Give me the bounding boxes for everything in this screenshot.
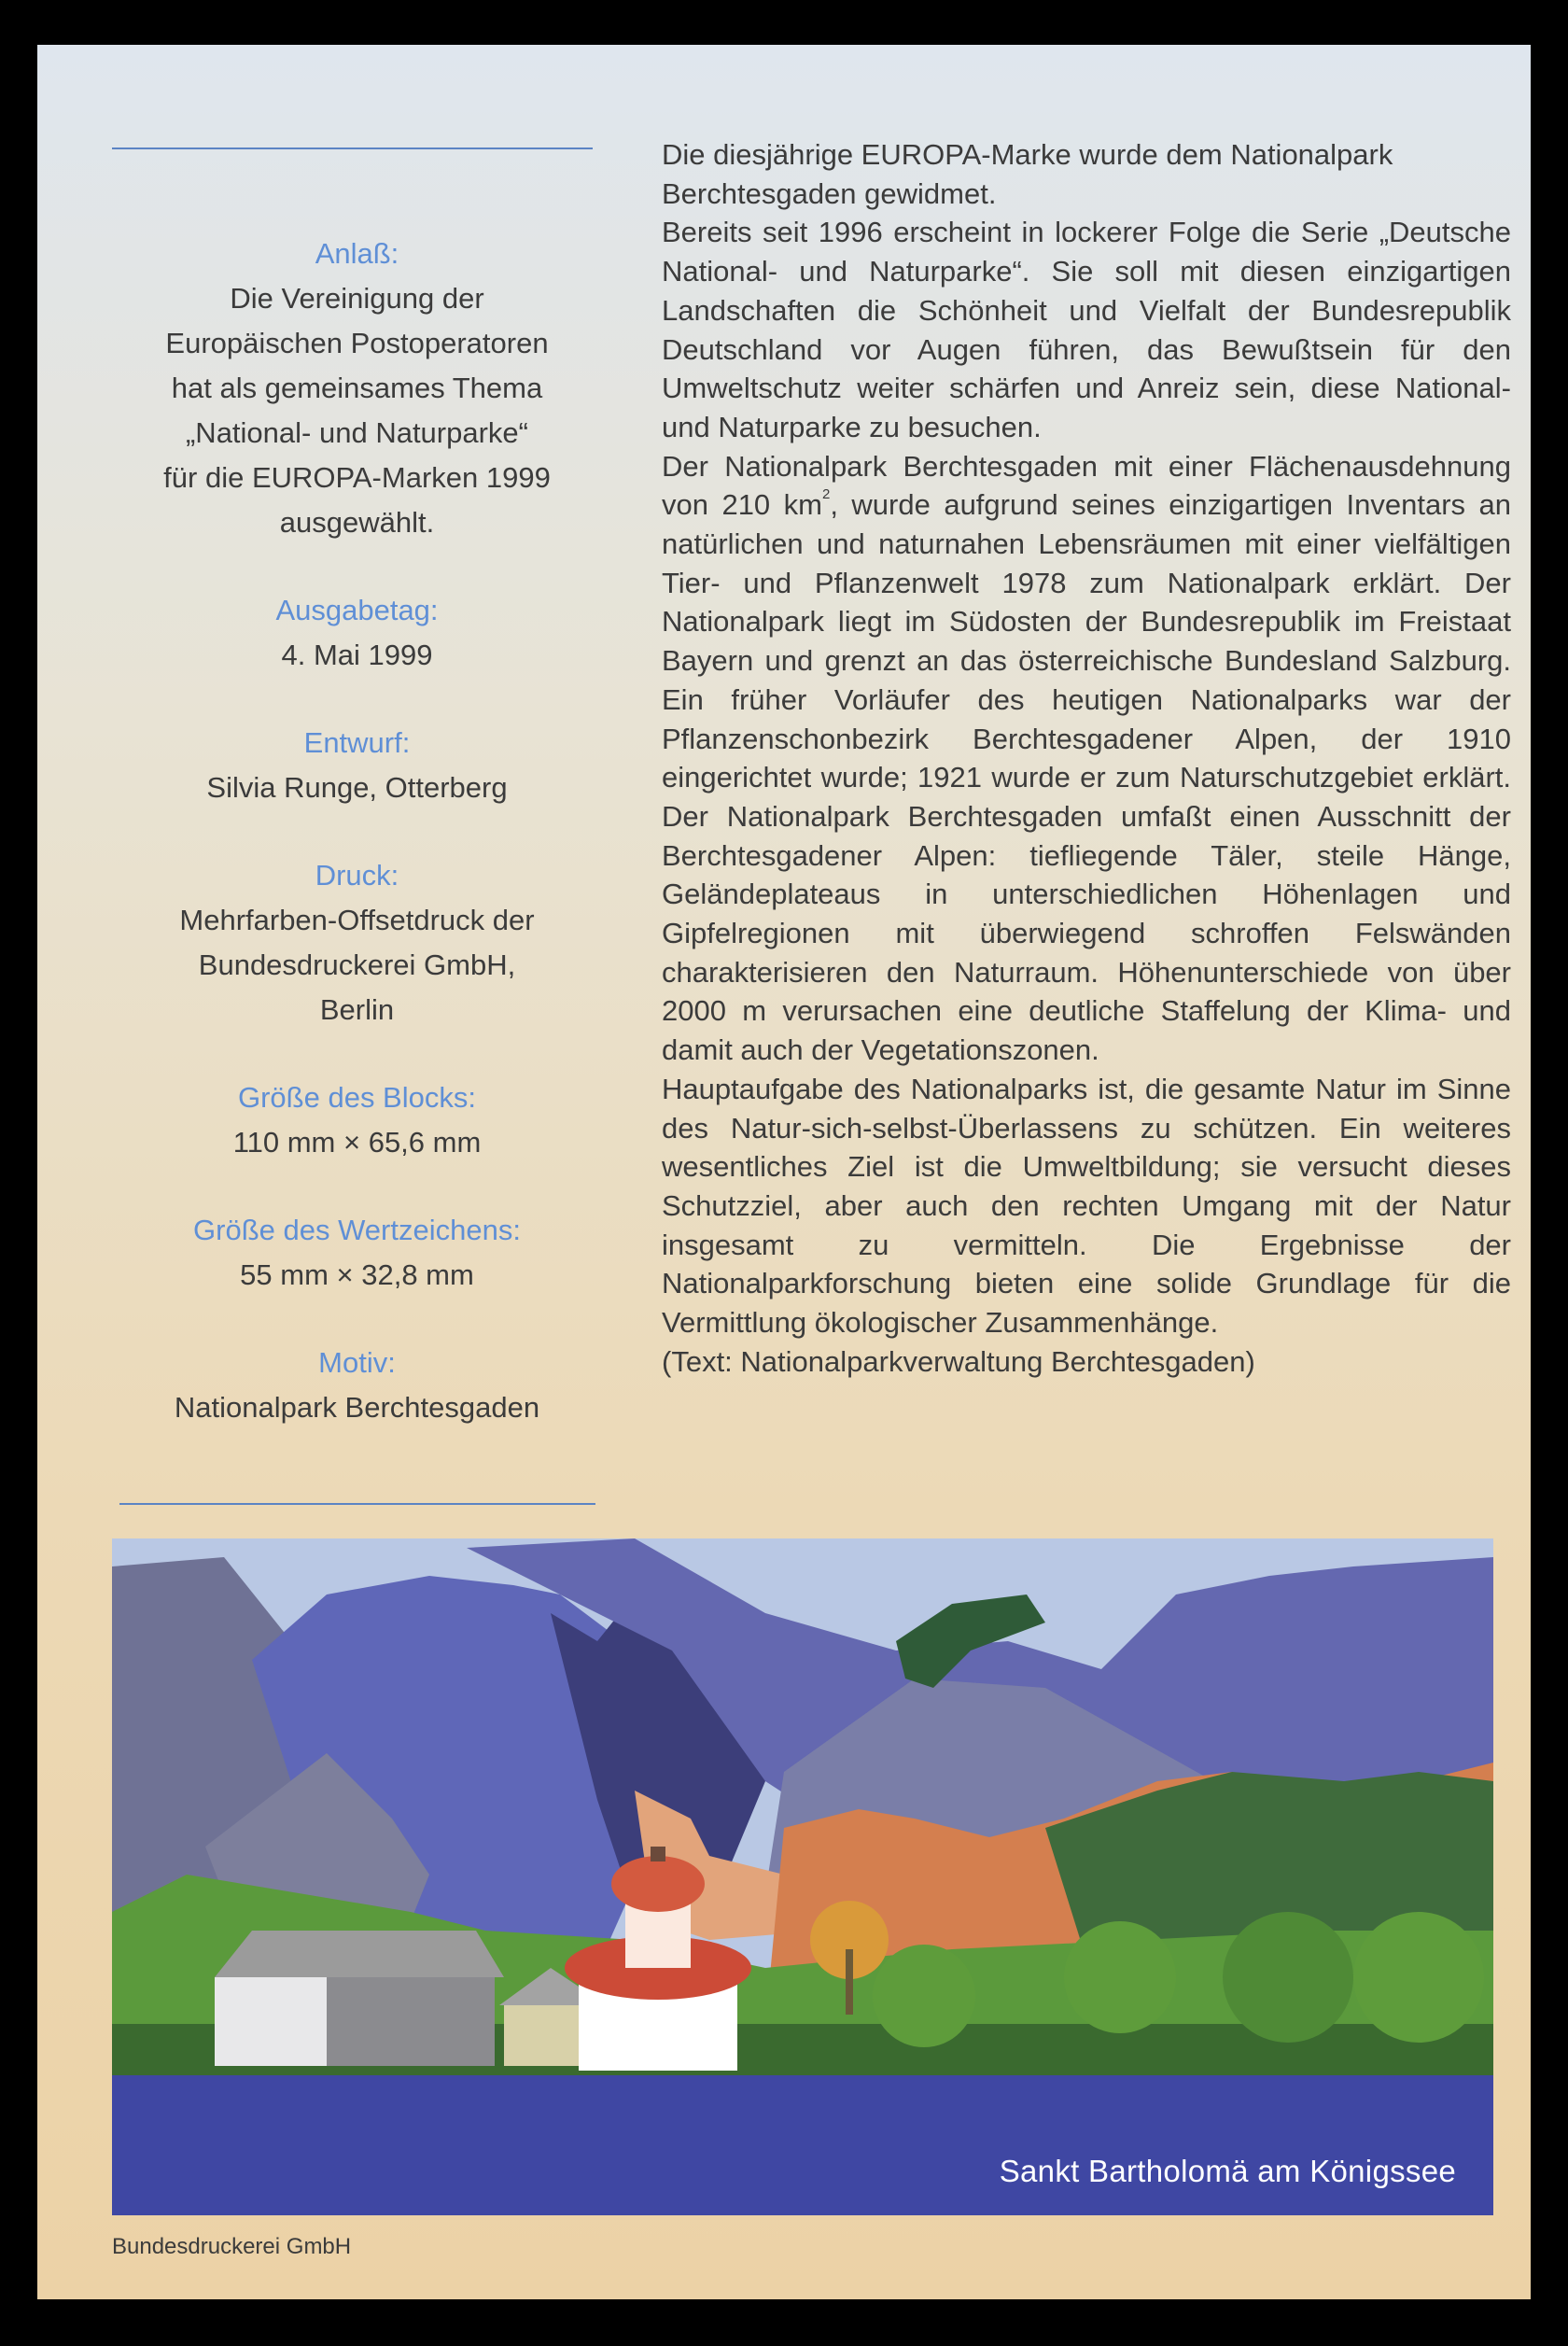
detail-value: 55 mm × 32,8 mm <box>240 1258 474 1291</box>
article-paragraph: Hauptaufgabe des Nationalparks ist, die gesamte Natur im Sinne des Natur-sich-selbst-Überlassens zu schützen. Ein weiteres wesentliches Ziel ist die Umweltbildung; sie versucht dieses Schutzziel, aber auch den rechten Umgang mit der Natur insgesamt zu vermitteln. Die Ergebnisse der Nationalparkforschung bieten eine solide Grundlage für die Vermittlung ökologischer Zusammenhänge. <box>662 1072 1511 1340</box>
detail-label: Größe des Wertzeichens: <box>193 1214 521 1246</box>
detail-design <box>131 721 583 810</box>
top-divider <box>112 148 593 149</box>
article-paragraph <box>662 447 1511 1070</box>
detail-value: Nationalpark Berchtesgaden <box>174 1391 540 1424</box>
superscript: 2 <box>821 486 831 503</box>
detail-value: Mehrfarben-Offsetdruck der Bundesdruckerei GmbH, Berlin <box>179 904 535 1026</box>
detail-stamp-size <box>131 1208 583 1298</box>
text-source: (Text: Nationalparkverwaltung Berchtesgaden) <box>662 1344 1255 1378</box>
detail-label: Motiv: <box>318 1346 396 1379</box>
detail-value: Die Vereinigung der Europäischen Postoperatoren hat als gemeinsames Thema „National- und Naturparke“ für die EUROPA-Marken 1999 ausgewählt. <box>163 282 551 539</box>
detail-value: 4. Mai 1999 <box>281 639 433 671</box>
article-paragraph: Die diesjährige EUROPA-Marke wurde dem Nationalpark Berchtesgaden gewidmet. <box>662 138 1393 210</box>
paragraph-text: , wurde aufgrund seines einzigartigen Inventars an natürlichen und naturnahen Lebensräumen mit einer vielfältigen Tier- und Pflanzenwelt 1978 zum Nationalpark erklärt. Der Nationalpark liegt im Südosten der Bundesrepublik im Freistaat Bayern und grenzt an das österreichische Bundesland Salzburg. Ein früher Vorläufer des heutigen Nationalparks war der Pflanzenschonbezirk Berchtesgadener Alpen, der 1910 eingerichtet wurde; 1921 wurde er zum Naturschutzgebiet erklärt. Der Nationalpark Berchtesgaden umfaßt einen Ausschnitt der Berchtesgadener Alpen: tiefliegende Täler, steile Hänge, Geländeplateaus in unterschiedlichen Höhenlagen und Gipfelregionen mit überwiegend schroffen Felswänden charakterisieren den Naturraum. Höhenunterschiede von über 2000 m verursachen eine deutliche Staffelung der Klima- und damit auch der Vegetationszonen. <box>662 488 1511 1067</box>
detail-label: Anlaß: <box>315 237 399 270</box>
article-paragraph: Bereits seit 1996 erscheint in lockerer Folge die Serie „Deutsche National- und Naturparke“. Sie soll mit diesen einzigartigen Landschaften die Schönheit und Vielfalt der Bundesrepublik Deutschland vor Augen führen, das Bewußtsein für den Umweltschutz weiter schärfen und Anreiz sein, diese National- und Naturparke zu besuchen. <box>662 216 1511 443</box>
detail-issue-date <box>131 588 583 678</box>
stamp-sheet-page <box>37 45 1531 2299</box>
issue-details <box>131 232 583 1473</box>
landscape-image <box>112 1538 1493 2215</box>
paragraph-text: Der Nationalpark Berchtesgaden mit einer Flächenausdehnung von 210 km <box>662 449 1511 522</box>
detail-label: Druck: <box>315 859 399 892</box>
bottom-divider <box>119 1503 595 1505</box>
detail-print <box>131 853 583 1033</box>
stamp-illustration <box>112 1538 1493 2215</box>
detail-occasion <box>131 232 583 545</box>
article-text <box>662 135 1511 1382</box>
printer-credit: Bundesdruckerei GmbH <box>112 2234 352 2259</box>
illustration-caption: Sankt Bartholomä am Königssee <box>999 2154 1456 2188</box>
detail-motif <box>131 1341 583 1430</box>
detail-label: Ausgabetag: <box>275 594 439 626</box>
detail-value: 110 mm × 65,6 mm <box>232 1126 482 1159</box>
detail-label: Größe des Blocks: <box>238 1081 476 1114</box>
detail-label: Entwurf: <box>303 726 411 759</box>
detail-block-size <box>131 1075 583 1165</box>
detail-value: Silvia Runge, Otterberg <box>206 771 508 804</box>
